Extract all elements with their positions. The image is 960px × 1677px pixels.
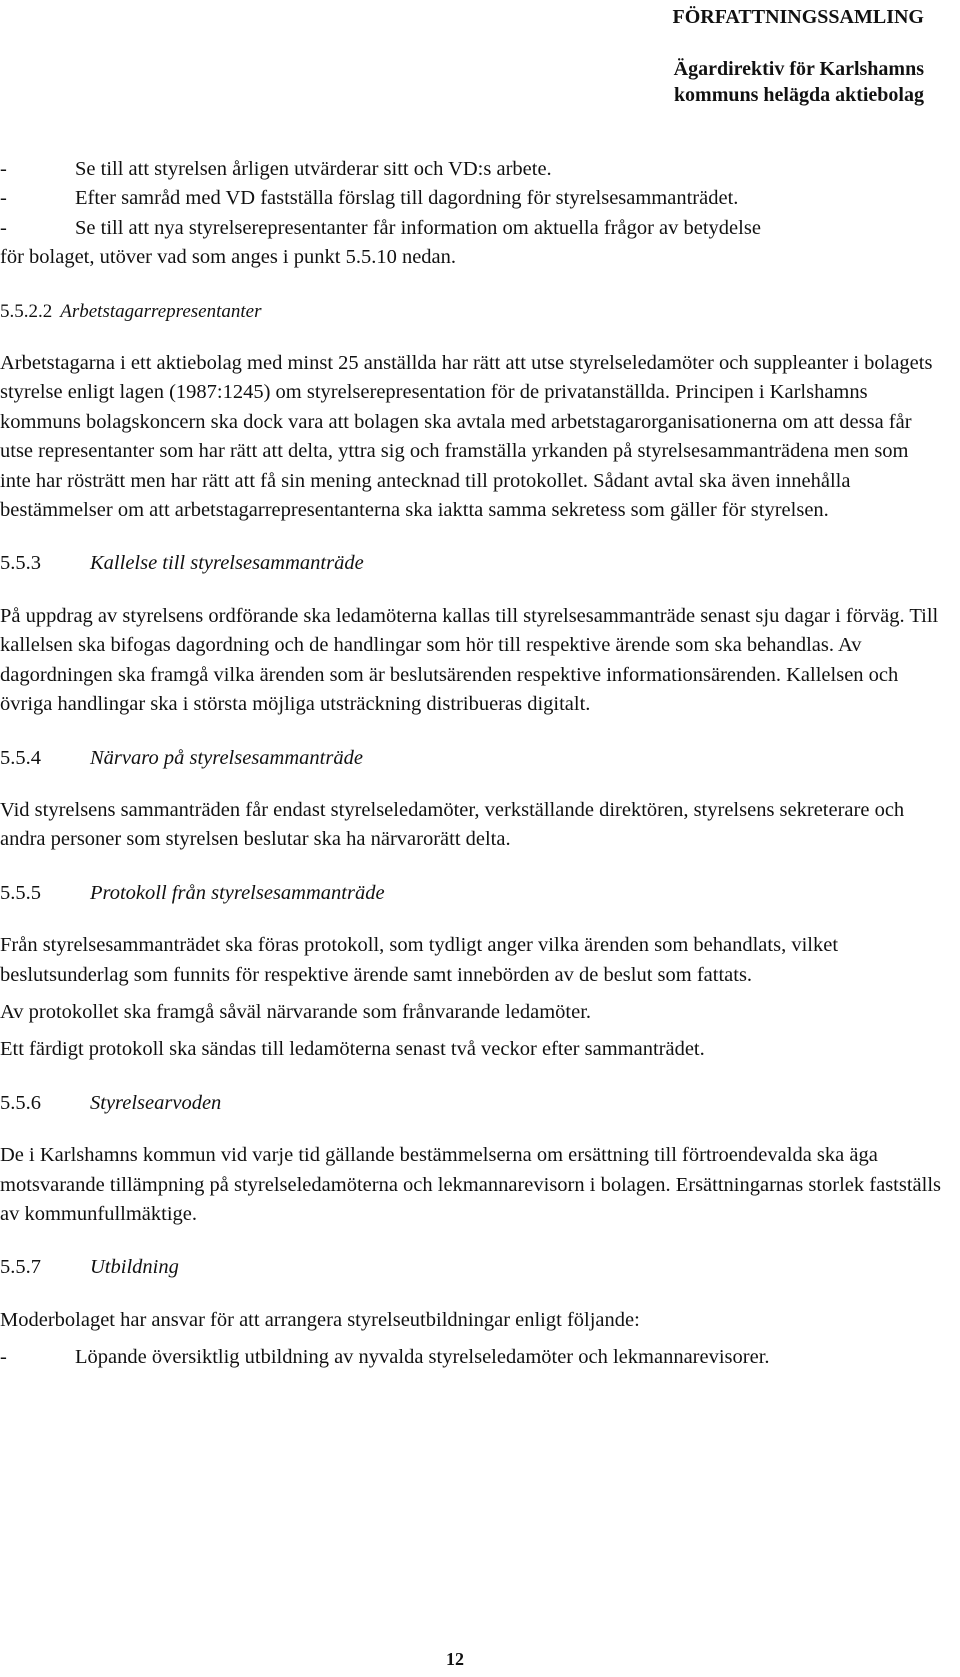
bullet-text: Se till att styrelsen årligen utvärderar sitt och VD:s arbete. <box>75 158 552 180</box>
section-title: Arbetstagarrepresentanter <box>60 300 262 322</box>
section-paragraph: På uppdrag av styrelsens ordförande ska ledamöterna kallas till styrelsesammanträde senast sju dagar i förväg. Till kallelsen ska bifogas dagordning och de handlingar som hör till respektive ärende som ska behandlas. Av dagordningen ska framgå vilka ärenden som är beslutsärenden respektive informationsärenden. Kallelsen och övriga handlingar ska i största möjliga utsträckning distribueras digitalt. <box>0 604 939 716</box>
section-paragraph: Moderbolaget har ansvar för att arrangera styrelseutbildningar enligt följande: <box>0 1308 640 1331</box>
bullet-dash: - <box>0 187 7 210</box>
section-title: Styrelsearvoden <box>90 1091 222 1114</box>
header-subtitle-line2: kommuns helägda aktiebolag <box>673 84 924 106</box>
section-paragraph: Från styrelsesammanträdet ska föras protokoll, som tydligt anger vilka ärenden som behandlats, vilket beslutsunderlag som funnits för respektive ärende samt innebörden av de beslut som fattats. <box>0 934 839 986</box>
section-heading <box>0 879 944 908</box>
section-title: Protokoll från styrelsesammanträde <box>90 881 385 904</box>
section-heading <box>0 744 944 773</box>
section-number: 5.5.2.2 <box>0 300 53 322</box>
section-title: Utbildning <box>90 1256 179 1279</box>
section-heading <box>0 297 944 326</box>
section-paragraph: Ett färdigt protokoll ska sändas till ledamöterna senast två veckor efter sammanträdet. <box>0 1038 705 1061</box>
intro-bullet <box>0 184 944 213</box>
section-heading <box>0 1089 944 1118</box>
section-number: 5.5.7 <box>0 1256 41 1279</box>
intro-bullet <box>0 214 944 243</box>
bullet-dash: - <box>0 158 7 180</box>
bullet-text: Se till att nya styrelserepresentanter får information om aktuella frågor av betydelse <box>75 216 761 239</box>
bullet-dash: - <box>0 1346 7 1369</box>
section-heading <box>0 549 944 578</box>
document-header <box>672 4 924 108</box>
section-paragraph: Arbetstagarna i ett aktiebolag med minst 25 anställda har rätt att utse styrelseledamöter och suppleanter i bolagets styrelse enligt lagen (1987:1245) om styrelserepresentation för de privatanställda. Principen i Karlshamns kommuns bolagskoncern ska dock vara att bolagen ska avtala med arbetstagarorganisationerna om att dessa får utse representanter som har rätt att delta, yttra sig och framställa yrkanden på styrelsesammanträdena men som inte har rösträtt men har rätt att få sin mening antecknad till protokollet. Sådant avtal ska även innehålla bestämmelser om att arbetstagarrepresentanterna ska iaktta samma sekretess som gäller för styrelsen. <box>0 352 933 522</box>
intro-bullet <box>0 155 944 184</box>
intro-continuation: för bolaget, utöver vad som anges i punkt 5.5.10 nedan. <box>0 246 457 269</box>
header-title: FÖRFATTNINGSSAMLING <box>672 6 924 28</box>
document-body <box>0 155 944 1373</box>
bullet-text: Löpande översiktlig utbildning av nyvalda styrelseledamöter och lekmannarevisorer. <box>75 1346 770 1369</box>
header-subtitle-line1: Ägardirektiv för Karlshamns <box>673 58 924 80</box>
bullet-text: Efter samråd med VD fastställa förslag till dagordning för styrelsesammanträdet. <box>75 187 739 210</box>
section-paragraph: Vid styrelsens sammanträden får endast styrelseledamöter, verkställande direktören, styrelsens sekreterare och andra personer som styrelsen beslutar ska ha närvarorätt delta. <box>0 798 905 851</box>
section-number: 5.5.5 <box>0 881 41 904</box>
section-paragraph: De i Karlshamns kommun vid varje tid gällande bestämmelserna om ersättning till förtroendevalda ska äga motsvarande tillämpning på styrelseledamöterna och lekmannarevisorn i bolagen. Ersättningarnas storlek fastställs av kommunfullmäktige. <box>0 1144 942 1225</box>
section-paragraph: Av protokollet ska framgå såväl närvarande som frånvarande ledamöter. <box>0 1000 592 1023</box>
section-number: 5.5.4 <box>0 746 41 769</box>
section-title: Närvaro på styrelsesammanträde <box>90 746 363 769</box>
section-bullet <box>0 1343 944 1372</box>
section-heading <box>0 1253 944 1282</box>
section-title: Kallelse till styrelsesammanträde <box>90 552 364 575</box>
section-number: 5.5.6 <box>0 1091 41 1114</box>
bullet-dash: - <box>0 216 7 239</box>
section-number: 5.5.3 <box>0 552 41 575</box>
page-number: 12 <box>446 1649 464 1669</box>
